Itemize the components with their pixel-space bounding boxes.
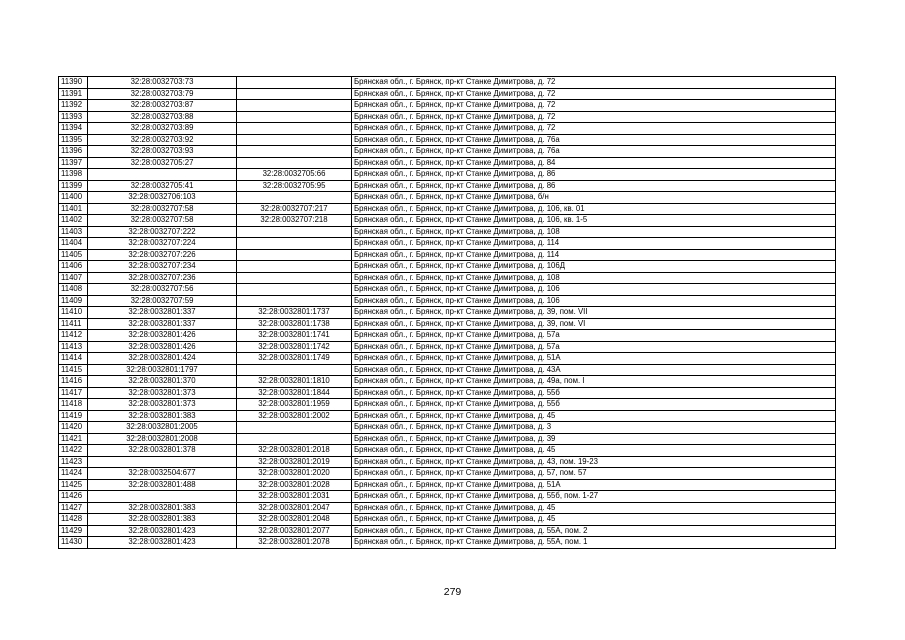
table-row (59, 364, 836, 376)
cadastral-number-cell (88, 169, 237, 181)
address-cell: Брянская обл., г. Брянск, пр-кт Станке Димитрова, д. 43, пом. 19-23 (352, 456, 836, 468)
room-cadastral-number-cell: 32:28:0032801:2018 (237, 445, 352, 457)
table-row (59, 169, 836, 181)
row-number-cell: 11429 (59, 525, 88, 537)
address-cell: Брянская обл., г. Брянск, пр-кт Станке Димитрова, д. 45 (352, 410, 836, 422)
table-row (59, 525, 836, 537)
cadastral-number-cell: 32:28:0032707:222 (88, 226, 237, 238)
table-row (59, 226, 836, 238)
table-row (59, 537, 836, 549)
room-cadastral-number-cell: 32:28:0032801:1959 (237, 399, 352, 411)
row-number-cell: 11418 (59, 399, 88, 411)
row-number-cell: 11390 (59, 77, 88, 89)
room-cadastral-number-cell (237, 422, 352, 434)
cadastral-number-cell: 32:28:0032801:1797 (88, 364, 237, 376)
address-cell: Брянская обл., г. Брянск, пр-кт Станке Димитрова, д. 55б (352, 399, 836, 411)
room-cadastral-number-cell (237, 134, 352, 146)
address-cell: Брянская обл., г. Брянск, пр-кт Станке Димитрова, б/н (352, 192, 836, 204)
room-cadastral-number-cell: 32:28:0032801:2002 (237, 410, 352, 422)
room-cadastral-number-cell: 32:28:0032801:1749 (237, 353, 352, 365)
room-cadastral-number-cell (237, 77, 352, 89)
room-cadastral-number-cell (237, 88, 352, 100)
cadastral-number-cell: 32:28:0032801:423 (88, 537, 237, 549)
row-number-cell: 11402 (59, 215, 88, 227)
table-row (59, 307, 836, 319)
table-row (59, 468, 836, 480)
address-cell: Брянская обл., г. Брянск, пр-кт Станке Димитрова, д. 106 (352, 284, 836, 296)
address-cell: Брянская обл., г. Брянск, пр-кт Станке Димитрова, д. 108 (352, 226, 836, 238)
room-cadastral-number-cell: 32:28:0032801:2047 (237, 502, 352, 514)
row-number-cell: 11427 (59, 502, 88, 514)
cadastral-number-cell: 32:28:0032707:59 (88, 295, 237, 307)
cadastral-number-cell: 32:28:0032707:236 (88, 272, 237, 284)
room-cadastral-number-cell: 32:28:0032801:2020 (237, 468, 352, 480)
address-cell: Брянская обл., г. Брянск, пр-кт Станке Димитрова, д. 106Д (352, 261, 836, 273)
table-row (59, 272, 836, 284)
cadastral-number-cell: 32:28:0032705:41 (88, 180, 237, 192)
address-cell: Брянская обл., г. Брянск, пр-кт Станке Димитрова, д. 86 (352, 169, 836, 181)
room-cadastral-number-cell (237, 111, 352, 123)
cadastral-number-cell: 32:28:0032801:424 (88, 353, 237, 365)
cadastral-number-cell (88, 456, 237, 468)
cadastral-number-cell: 32:28:0032801:426 (88, 330, 237, 342)
room-cadastral-number-cell: 32:28:0032801:2031 (237, 491, 352, 503)
table-row (59, 192, 836, 204)
address-cell: Брянская обл., г. Брянск, пр-кт Станке Димитрова, д. 45 (352, 445, 836, 457)
room-cadastral-number-cell (237, 295, 352, 307)
row-number-cell: 11411 (59, 318, 88, 330)
row-number-cell: 11430 (59, 537, 88, 549)
table-row (59, 88, 836, 100)
table-row (59, 422, 836, 434)
address-cell: Брянская обл., г. Брянск, пр-кт Станке Димитрова, д. 86 (352, 180, 836, 192)
cadastral-number-cell: 32:28:0032703:93 (88, 146, 237, 158)
row-number-cell: 11400 (59, 192, 88, 204)
cadastral-number-cell: 32:28:0032801:373 (88, 399, 237, 411)
cadastral-number-cell: 32:28:0032703:92 (88, 134, 237, 146)
address-cell: Брянская обл., г. Брянск, пр-кт Станке Димитрова, д. 57, пом. 57 (352, 468, 836, 480)
cadastral-number-cell: 32:28:0032801:2008 (88, 433, 237, 445)
row-number-cell: 11408 (59, 284, 88, 296)
cadastral-number-cell: 32:28:0032707:226 (88, 249, 237, 261)
row-number-cell: 11405 (59, 249, 88, 261)
address-cell: Брянская обл., г. Брянск, пр-кт Станке Димитрова, д. 3 (352, 422, 836, 434)
table-row (59, 100, 836, 112)
table-row (59, 157, 836, 169)
table-row (59, 180, 836, 192)
row-number-cell: 11396 (59, 146, 88, 158)
room-cadastral-number-cell: 32:28:0032801:1810 (237, 376, 352, 388)
row-number-cell: 11397 (59, 157, 88, 169)
address-cell: Брянская обл., г. Брянск, пр-кт Станке Димитрова, д. 45 (352, 502, 836, 514)
table-row (59, 514, 836, 526)
room-cadastral-number-cell: 32:28:0032801:2028 (237, 479, 352, 491)
row-number-cell: 11421 (59, 433, 88, 445)
table-row (59, 295, 836, 307)
cadastral-number-cell: 32:28:0032707:58 (88, 215, 237, 227)
room-cadastral-number-cell: 32:28:0032707:218 (237, 215, 352, 227)
room-cadastral-number-cell: 32:28:0032801:2048 (237, 514, 352, 526)
row-number-cell: 11420 (59, 422, 88, 434)
row-number-cell: 11398 (59, 169, 88, 181)
address-cell: Брянская обл., г. Брянск, пр-кт Станке Димитрова, д. 114 (352, 238, 836, 250)
cadastral-number-cell: 32:28:0032504:677 (88, 468, 237, 480)
room-cadastral-number-cell (237, 100, 352, 112)
cadastral-number-cell: 32:28:0032703:87 (88, 100, 237, 112)
room-cadastral-number-cell: 32:28:0032801:1738 (237, 318, 352, 330)
cadastral-number-cell: 32:28:0032703:79 (88, 88, 237, 100)
table-row (59, 215, 836, 227)
table-row (59, 341, 836, 353)
row-number-cell: 11407 (59, 272, 88, 284)
row-number-cell: 11426 (59, 491, 88, 503)
row-number-cell: 11428 (59, 514, 88, 526)
address-cell: Брянская обл., г. Брянск, пр-кт Станке Димитрова, д. 49а, пом. I (352, 376, 836, 388)
address-cell: Брянская обл., г. Брянск, пр-кт Станке Димитрова, д. 55б, пом. 1-27 (352, 491, 836, 503)
row-number-cell: 11425 (59, 479, 88, 491)
room-cadastral-number-cell: 32:28:0032705:66 (237, 169, 352, 181)
address-cell: Брянская обл., г. Брянск, пр-кт Станке Димитрова, д. 76а (352, 134, 836, 146)
room-cadastral-number-cell (237, 364, 352, 376)
row-number-cell: 11392 (59, 100, 88, 112)
room-cadastral-number-cell: 32:28:0032801:1742 (237, 341, 352, 353)
room-cadastral-number-cell: 32:28:0032801:1741 (237, 330, 352, 342)
cadastral-table (58, 76, 836, 549)
room-cadastral-number-cell: 32:28:0032801:2078 (237, 537, 352, 549)
room-cadastral-number-cell: 32:28:0032707:217 (237, 203, 352, 215)
table-row (59, 456, 836, 468)
cadastral-number-cell: 32:28:0032801:488 (88, 479, 237, 491)
address-cell: Брянская обл., г. Брянск, пр-кт Станке Димитрова, д. 55А, пом. 2 (352, 525, 836, 537)
table-row (59, 445, 836, 457)
cadastral-number-cell: 32:28:0032707:56 (88, 284, 237, 296)
row-number-cell: 11419 (59, 410, 88, 422)
cadastral-number-cell: 32:28:0032705:27 (88, 157, 237, 169)
row-number-cell: 11412 (59, 330, 88, 342)
room-cadastral-number-cell: 32:28:0032801:2019 (237, 456, 352, 468)
cadastral-number-cell: 32:28:0032801:383 (88, 502, 237, 514)
room-cadastral-number-cell (237, 146, 352, 158)
row-number-cell: 11417 (59, 387, 88, 399)
table-row (59, 77, 836, 89)
row-number-cell: 11391 (59, 88, 88, 100)
address-cell: Брянская обл., г. Брянск, пр-кт Станке Димитрова, д. 106 (352, 295, 836, 307)
room-cadastral-number-cell (237, 157, 352, 169)
cadastral-number-cell: 32:28:0032707:224 (88, 238, 237, 250)
row-number-cell: 11403 (59, 226, 88, 238)
address-cell: Брянская обл., г. Брянск, пр-кт Станке Димитрова, д. 114 (352, 249, 836, 261)
cadastral-number-cell: 32:28:0032706:103 (88, 192, 237, 204)
cadastral-number-cell: 32:28:0032703:73 (88, 77, 237, 89)
address-cell: Брянская обл., г. Брянск, пр-кт Станке Димитрова, д. 39, пом. VI (352, 318, 836, 330)
address-cell: Брянская обл., г. Брянск, пр-кт Станке Димитрова, д. 39 (352, 433, 836, 445)
table-row (59, 491, 836, 503)
address-cell: Брянская обл., г. Брянск, пр-кт Станке Димитрова, д. 55А, пом. 1 (352, 537, 836, 549)
address-cell: Брянская обл., г. Брянск, пр-кт Станке Димитрова, д. 45 (352, 514, 836, 526)
cadastral-number-cell: 32:28:0032707:234 (88, 261, 237, 273)
room-cadastral-number-cell: 32:28:0032801:2077 (237, 525, 352, 537)
address-cell: Брянская обл., г. Брянск, пр-кт Станке Димитрова, д. 72 (352, 88, 836, 100)
address-cell: Брянская обл., г. Брянск, пр-кт Станке Димитрова, д. 57а (352, 341, 836, 353)
room-cadastral-number-cell (237, 226, 352, 238)
table-row (59, 261, 836, 273)
address-cell: Брянская обл., г. Брянск, пр-кт Станке Димитрова, д. 108 (352, 272, 836, 284)
table-row (59, 410, 836, 422)
table-row (59, 399, 836, 411)
cadastral-number-cell: 32:28:0032801:373 (88, 387, 237, 399)
table-row (59, 479, 836, 491)
cadastral-number-cell: 32:28:0032801:2005 (88, 422, 237, 434)
row-number-cell: 11399 (59, 180, 88, 192)
table-row (59, 203, 836, 215)
room-cadastral-number-cell: 32:28:0032801:1737 (237, 307, 352, 319)
address-cell: Брянская обл., г. Брянск, пр-кт Станке Димитрова, д. 76а (352, 146, 836, 158)
cadastral-number-cell: 32:28:0032801:378 (88, 445, 237, 457)
table-row (59, 284, 836, 296)
cadastral-number-cell: 32:28:0032801:337 (88, 307, 237, 319)
row-number-cell: 11410 (59, 307, 88, 319)
room-cadastral-number-cell (237, 261, 352, 273)
room-cadastral-number-cell: 32:28:0032705:95 (237, 180, 352, 192)
address-cell: Брянская обл., г. Брянск, пр-кт Станке Димитрова, д. 57а (352, 330, 836, 342)
address-cell: Брянская обл., г. Брянск, пр-кт Станке Димитрова, д. 39, пом. VII (352, 307, 836, 319)
room-cadastral-number-cell (237, 249, 352, 261)
cadastral-number-cell: 32:28:0032707:58 (88, 203, 237, 215)
cadastral-number-cell: 32:28:0032801:383 (88, 514, 237, 526)
cadastral-number-cell (88, 491, 237, 503)
room-cadastral-number-cell: 32:28:0032801:1844 (237, 387, 352, 399)
cadastral-number-cell: 32:28:0032801:383 (88, 410, 237, 422)
table-row (59, 238, 836, 250)
row-number-cell: 11409 (59, 295, 88, 307)
row-number-cell: 11393 (59, 111, 88, 123)
table-row (59, 249, 836, 261)
table-row (59, 146, 836, 158)
room-cadastral-number-cell (237, 284, 352, 296)
room-cadastral-number-cell (237, 192, 352, 204)
address-cell: Брянская обл., г. Брянск, пр-кт Станке Димитрова, д. 43А (352, 364, 836, 376)
address-cell: Брянская обл., г. Брянск, пр-кт Станке Димитрова, д. 72 (352, 100, 836, 112)
address-cell: Брянская обл., г. Брянск, пр-кт Станке Димитрова, д. 106, кв. 1-5 (352, 215, 836, 227)
cadastral-number-cell: 32:28:0032703:89 (88, 123, 237, 135)
row-number-cell: 11422 (59, 445, 88, 457)
row-number-cell: 11395 (59, 134, 88, 146)
room-cadastral-number-cell (237, 433, 352, 445)
table-row (59, 123, 836, 135)
row-number-cell: 11424 (59, 468, 88, 480)
room-cadastral-number-cell (237, 123, 352, 135)
row-number-cell: 11406 (59, 261, 88, 273)
room-cadastral-number-cell (237, 272, 352, 284)
table-row (59, 111, 836, 123)
table-row (59, 134, 836, 146)
cadastral-number-cell: 32:28:0032801:423 (88, 525, 237, 537)
page-number: 279 (443, 586, 462, 598)
address-cell: Брянская обл., г. Брянск, пр-кт Станке Димитрова, д. 84 (352, 157, 836, 169)
address-cell: Брянская обл., г. Брянск, пр-кт Станке Димитрова, д. 55б (352, 387, 836, 399)
address-cell: Брянская обл., г. Брянск, пр-кт Станке Димитрова, д. 51А (352, 479, 836, 491)
row-number-cell: 11394 (59, 123, 88, 135)
room-cadastral-number-cell (237, 238, 352, 250)
address-cell: Брянская обл., г. Брянск, пр-кт Станке Димитрова, д. 72 (352, 123, 836, 135)
table-row (59, 353, 836, 365)
cadastral-number-cell: 32:28:0032801:370 (88, 376, 237, 388)
address-cell: Брянская обл., г. Брянск, пр-кт Станке Димитрова, д. 72 (352, 111, 836, 123)
table-row (59, 433, 836, 445)
row-number-cell: 11404 (59, 238, 88, 250)
table-body (59, 77, 836, 549)
table-row (59, 502, 836, 514)
table-row (59, 330, 836, 342)
row-number-cell: 11413 (59, 341, 88, 353)
row-number-cell: 11423 (59, 456, 88, 468)
row-number-cell: 11401 (59, 203, 88, 215)
cadastral-number-cell: 32:28:0032801:426 (88, 341, 237, 353)
address-cell: Брянская обл., г. Брянск, пр-кт Станке Димитрова, д. 106, кв. 01 (352, 203, 836, 215)
cadastral-number-cell: 32:28:0032801:337 (88, 318, 237, 330)
cadastral-number-cell: 32:28:0032703:88 (88, 111, 237, 123)
table-row (59, 376, 836, 388)
address-cell: Брянская обл., г. Брянск, пр-кт Станке Димитрова, д. 51А (352, 353, 836, 365)
row-number-cell: 11416 (59, 376, 88, 388)
row-number-cell: 11415 (59, 364, 88, 376)
row-number-cell: 11414 (59, 353, 88, 365)
address-cell: Брянская обл., г. Брянск, пр-кт Станке Димитрова, д. 72 (352, 77, 836, 89)
table-row (59, 387, 836, 399)
table-row (59, 318, 836, 330)
